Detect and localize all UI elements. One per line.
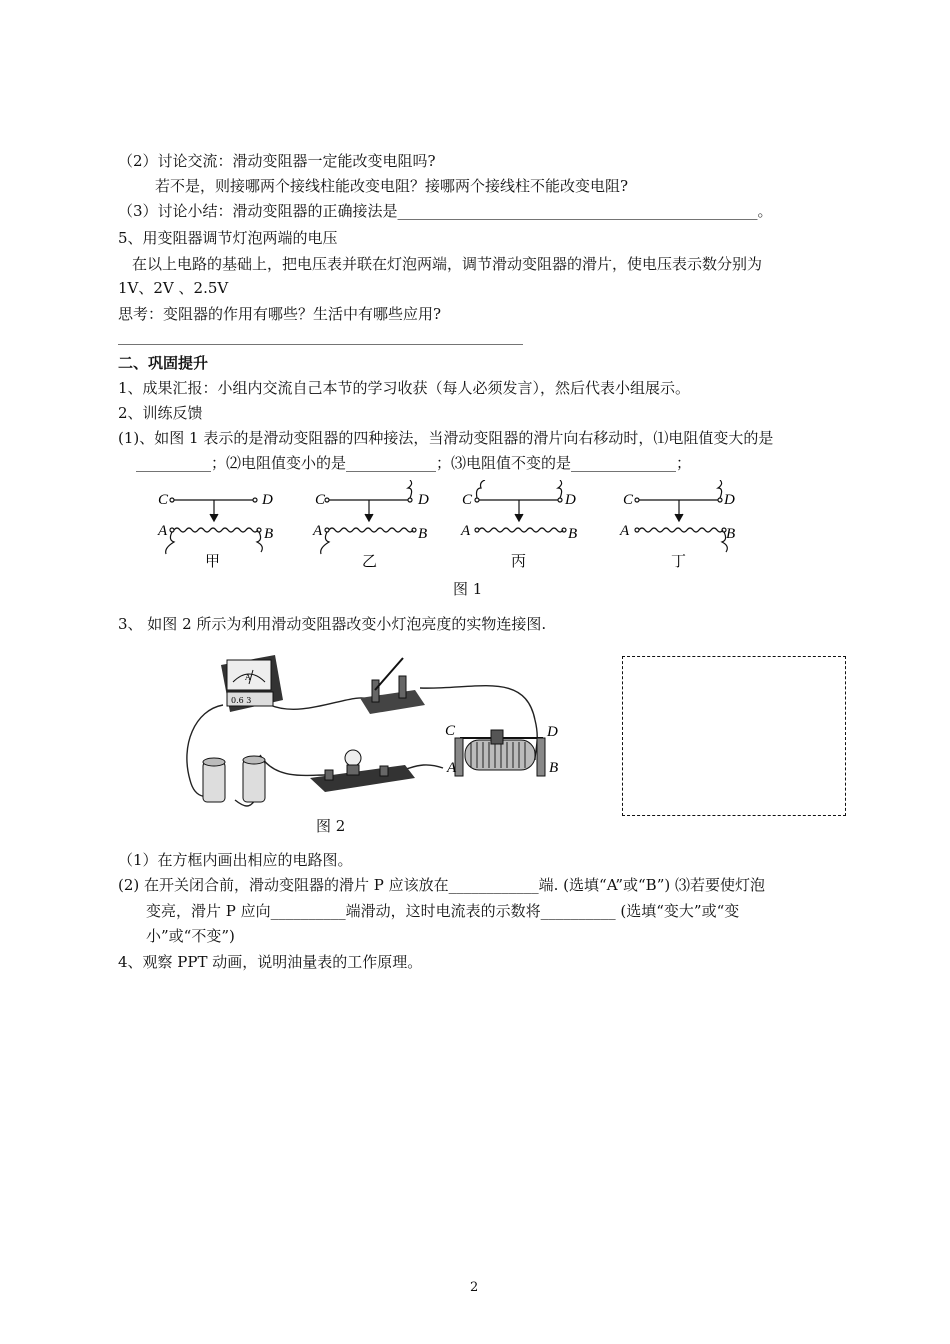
line-section5-body: 在以上电路的基础上，把电压表并联在灯泡两端，调节滑动变阻器的滑片，使电压表示数分别为 xyxy=(132,255,763,273)
section-heading: 二、巩固提升 xyxy=(118,354,209,372)
line-q4: 4、观察 PPT 动画，说明油量表的工作原理。 xyxy=(118,953,423,971)
label-a-bing: A xyxy=(461,523,471,539)
line-draw-circuit: （1）在方框内画出相应的电路图。 xyxy=(118,851,353,869)
label-a-jia: A xyxy=(158,523,168,539)
line-q3-2-cont: 变亮，滑片 P 应向__________端滑动，这时电流表的示数将__________ (选填“变大”或“变 xyxy=(146,902,740,920)
label-b-jia: B xyxy=(264,526,274,542)
panel-label-jia: 甲 xyxy=(205,552,221,570)
label-d-fig2: D xyxy=(547,724,558,740)
line-q3-2: (2) 在开关闭合前，滑动变阻器的滑片 P 应该放在____________端. (选填“A”或“B”) ⑶若要使灯泡 xyxy=(118,876,765,894)
line-voltages: 1V、2V 、2.5V xyxy=(118,279,229,297)
switch xyxy=(360,658,425,714)
label-b-fig2: B xyxy=(549,760,559,776)
rheostat xyxy=(455,730,545,776)
panel-label-bing: 丙 xyxy=(511,552,527,570)
line-section5: 5、用变阻器调节灯泡两端的电压 xyxy=(118,229,338,247)
label-d-yi: D xyxy=(418,492,429,508)
line-summary: （3）讨论小结：滑动变阻器的正确接法是________________________________________________。 xyxy=(118,202,773,220)
line-report: 1、成果汇报：小组内交流自己本节的学习收获（每人必须发言），然后代表小组展示。 xyxy=(118,379,691,397)
line-blank: ______________________________________________________ xyxy=(118,327,523,345)
panel-jia xyxy=(166,498,263,554)
label-c-yi: C xyxy=(315,492,326,508)
label-a-fig2: A xyxy=(447,760,457,776)
label-c-fig2: C xyxy=(445,723,456,739)
line-question: 若不是，则接哪两个接线柱能改变电阻？接哪两个接线柱不能改变电阻? xyxy=(155,177,629,195)
page-number: 2 xyxy=(470,1280,479,1295)
panel-bing xyxy=(475,480,566,532)
label-b-bing: B xyxy=(568,526,578,542)
svg-text:A: A xyxy=(245,673,251,682)
label-c-ding: C xyxy=(623,492,634,508)
label-a-ding: A xyxy=(620,523,630,539)
answer-box[interactable] xyxy=(622,656,846,816)
figure-2-circuit-photo xyxy=(175,650,575,810)
panel-label-yi: 乙 xyxy=(362,552,378,570)
label-d-ding: D xyxy=(724,492,735,508)
line-think: 思考：变阻器的作用有哪些？生活中有哪些应用? xyxy=(118,305,442,323)
panel-label-ding: 丁 xyxy=(671,552,687,570)
panel-yi xyxy=(321,480,416,554)
batteries xyxy=(203,756,265,802)
label-d-jia: D xyxy=(262,492,273,508)
figure-1-caption: 图 1 xyxy=(453,580,483,598)
figure-1-rheostat-connections xyxy=(150,480,760,580)
line-feedback: 2、训练反馈 xyxy=(118,404,203,422)
figure-2-caption: 图 2 xyxy=(316,817,346,835)
label-b-yi: B xyxy=(418,526,428,542)
lamp-holder xyxy=(310,750,415,792)
line-q1: (1)、如图 1 表示的是滑动变阻器的四种接法，当滑动变阻器的滑片向右移动时，⑴电阻值变大的是 xyxy=(118,429,774,447)
panel-ding xyxy=(635,480,727,552)
ammeter xyxy=(221,655,283,712)
line-q3-2-end: 小”或“不变”) xyxy=(146,927,235,945)
label-a-yi: A xyxy=(313,523,323,539)
label-c-bing: C xyxy=(462,492,473,508)
label-d-bing: D xyxy=(565,492,576,508)
line-q1-blanks: __________；⑵电阻值变小的是____________；⑶电阻值不变的是______________； xyxy=(136,454,692,472)
label-c-jia: C xyxy=(158,492,169,508)
label-b-ding: B xyxy=(726,526,736,542)
svg-text:0.6 3: 0.6 3 xyxy=(231,696,252,705)
line-q3: 3、 如图 2 所示为利用滑动变阻器改变小灯泡亮度的实物连接图. xyxy=(118,615,547,633)
line-discussion: （2）讨论交流：滑动变阻器一定能改变电阻吗? xyxy=(118,152,436,170)
